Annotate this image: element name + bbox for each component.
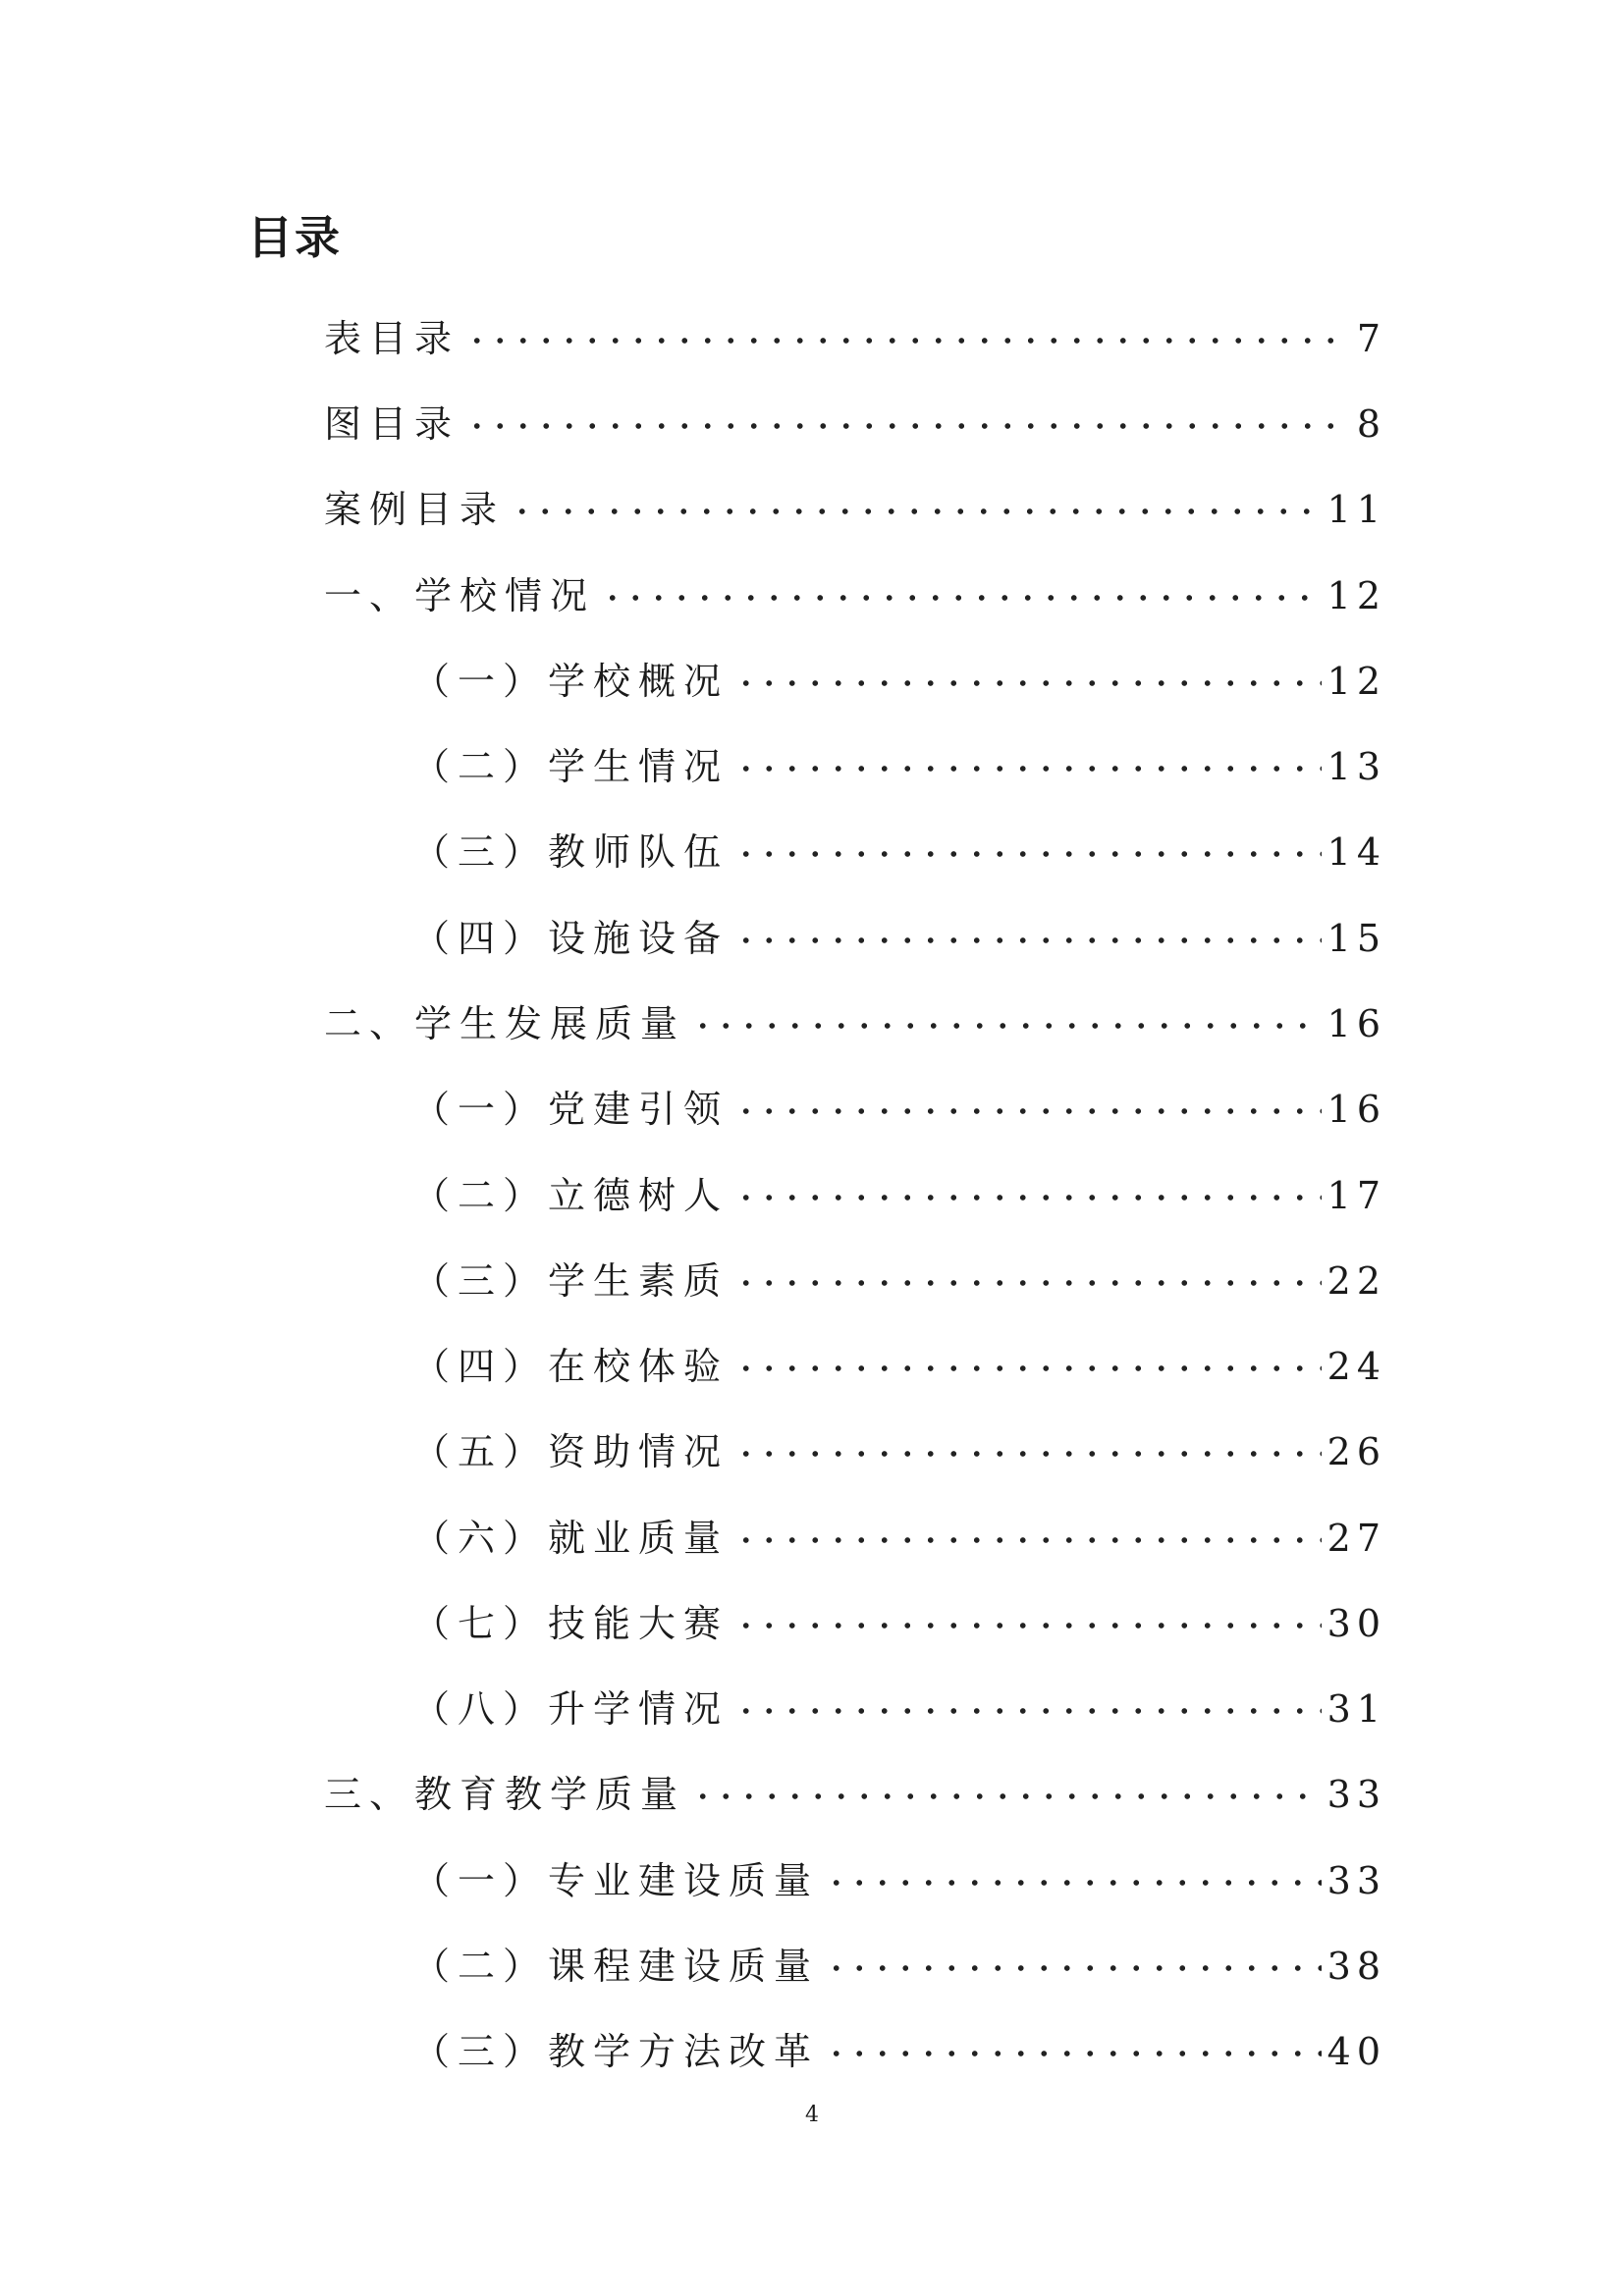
toc-entry-label: 表目录 [324, 317, 460, 360]
toc-entry-page: 15 [1326, 917, 1386, 960]
page-number: 4 [805, 2103, 819, 2127]
toc-entry-label: （五）资助情况 [412, 1430, 730, 1473]
toc-entry-label: （一）党建引领 [412, 1088, 730, 1131]
toc-entry-table-list[interactable] [324, 296, 1386, 360]
toc-entry-label: （四）在校体验 [412, 1345, 730, 1388]
toc-entry-page: 27 [1326, 1517, 1386, 1560]
dot-leader [691, 982, 1322, 1037]
dot-leader [734, 1153, 1322, 1208]
toc-entry-label: （三）教师队伍 [412, 830, 730, 874]
toc-entry-section-2-2[interactable] [412, 1153, 1386, 1217]
toc-entry-section-1-3[interactable] [412, 810, 1386, 874]
toc-entry-label: 图目录 [324, 402, 460, 446]
dot-leader [734, 1067, 1322, 1122]
toc-entry-section-2-5[interactable] [412, 1410, 1386, 1473]
toc-entry-section-2-6[interactable] [412, 1496, 1386, 1560]
toc-entry-label: 一、学校情况 [324, 574, 596, 617]
toc-entry-page: 11 [1326, 488, 1386, 531]
toc-entry-page: 14 [1326, 830, 1386, 874]
toc-entry-section-2-1[interactable] [412, 1067, 1386, 1131]
toc-entry-page: 38 [1326, 1945, 1386, 1988]
toc-entry-page: 17 [1326, 1174, 1386, 1217]
toc-entry-figure-list[interactable] [324, 382, 1386, 446]
toc-entry-label: （二）课程建设质量 [412, 1945, 820, 1988]
toc-entry-label: （三）学生素质 [412, 1259, 730, 1303]
dot-leader [465, 296, 1351, 351]
toc-entry-section-1-4[interactable] [412, 896, 1386, 960]
toc-entry-page: 12 [1326, 574, 1386, 617]
dot-leader [511, 467, 1322, 522]
toc-entry-section-3[interactable] [324, 1752, 1386, 1816]
dot-leader [734, 1496, 1322, 1551]
dot-leader [734, 1239, 1322, 1294]
toc-entry-page: 16 [1326, 1002, 1386, 1045]
toc-entry-label: 三、教育教学质量 [324, 1773, 686, 1816]
dot-leader [691, 1752, 1322, 1807]
toc-entry-page: 31 [1326, 1687, 1386, 1731]
toc-entry-page: 40 [1326, 2030, 1386, 2073]
toc-entry-section-1-2[interactable] [412, 724, 1386, 788]
dot-leader [734, 639, 1322, 694]
toc-entry-section-2-8[interactable] [412, 1667, 1386, 1731]
dot-leader [825, 2009, 1322, 2064]
toc-entry-label: （四）设施设备 [412, 917, 730, 960]
page-title: 目录 [247, 211, 342, 264]
toc-entry-page: 24 [1326, 1345, 1386, 1388]
toc-entry-section-3-1[interactable] [412, 1839, 1386, 1902]
dot-leader [465, 382, 1351, 437]
toc-entry-section-1[interactable] [324, 554, 1386, 617]
toc-entry-section-3-2[interactable] [412, 1924, 1386, 1988]
toc-entry-section-3-3[interactable] [412, 2009, 1386, 2073]
dot-leader [734, 1667, 1322, 1722]
toc-entry-label: 案例目录 [324, 488, 506, 531]
dot-leader [734, 724, 1322, 779]
dot-leader [601, 554, 1322, 609]
toc-entry-case-list[interactable] [324, 467, 1386, 531]
toc-entry-page: 16 [1326, 1088, 1386, 1131]
dot-leader [734, 1581, 1322, 1636]
toc-entry-label: 二、学生发展质量 [324, 1002, 686, 1045]
toc-entry-section-2[interactable] [324, 982, 1386, 1045]
toc-entry-section-2-4[interactable] [412, 1324, 1386, 1388]
dot-leader [734, 896, 1322, 951]
toc-entry-label: （一）学校概况 [412, 660, 730, 703]
toc-entry-page: 22 [1326, 1259, 1386, 1303]
toc-entry-label: （二）立德树人 [412, 1174, 730, 1217]
dot-leader [734, 1410, 1322, 1465]
toc-entry-page: 26 [1326, 1430, 1386, 1473]
toc-entry-section-1-1[interactable] [412, 639, 1386, 703]
dot-leader [734, 1324, 1322, 1379]
toc-entry-label: （二）学生情况 [412, 745, 730, 788]
dot-leader [825, 1839, 1322, 1894]
toc-entry-page: 33 [1326, 1773, 1386, 1816]
dot-leader [825, 1924, 1322, 1979]
toc-entry-page: 30 [1326, 1602, 1386, 1645]
toc-entry-section-2-3[interactable] [412, 1239, 1386, 1303]
toc-entry-label: （七）技能大赛 [412, 1602, 730, 1645]
toc-entry-page: 13 [1326, 745, 1386, 788]
toc-entry-page: 8 [1356, 402, 1386, 446]
toc-entry-section-2-7[interactable] [412, 1581, 1386, 1645]
toc-entry-label: （一）专业建设质量 [412, 1859, 820, 1902]
toc-entry-label: （六）就业质量 [412, 1517, 730, 1560]
toc-entry-page: 33 [1326, 1859, 1386, 1902]
toc-entry-page: 12 [1326, 660, 1386, 703]
toc-entry-label: （八）升学情况 [412, 1687, 730, 1731]
dot-leader [734, 810, 1322, 865]
toc-entry-page: 7 [1356, 317, 1386, 360]
toc-entry-label: （三）教学方法改革 [412, 2030, 820, 2073]
